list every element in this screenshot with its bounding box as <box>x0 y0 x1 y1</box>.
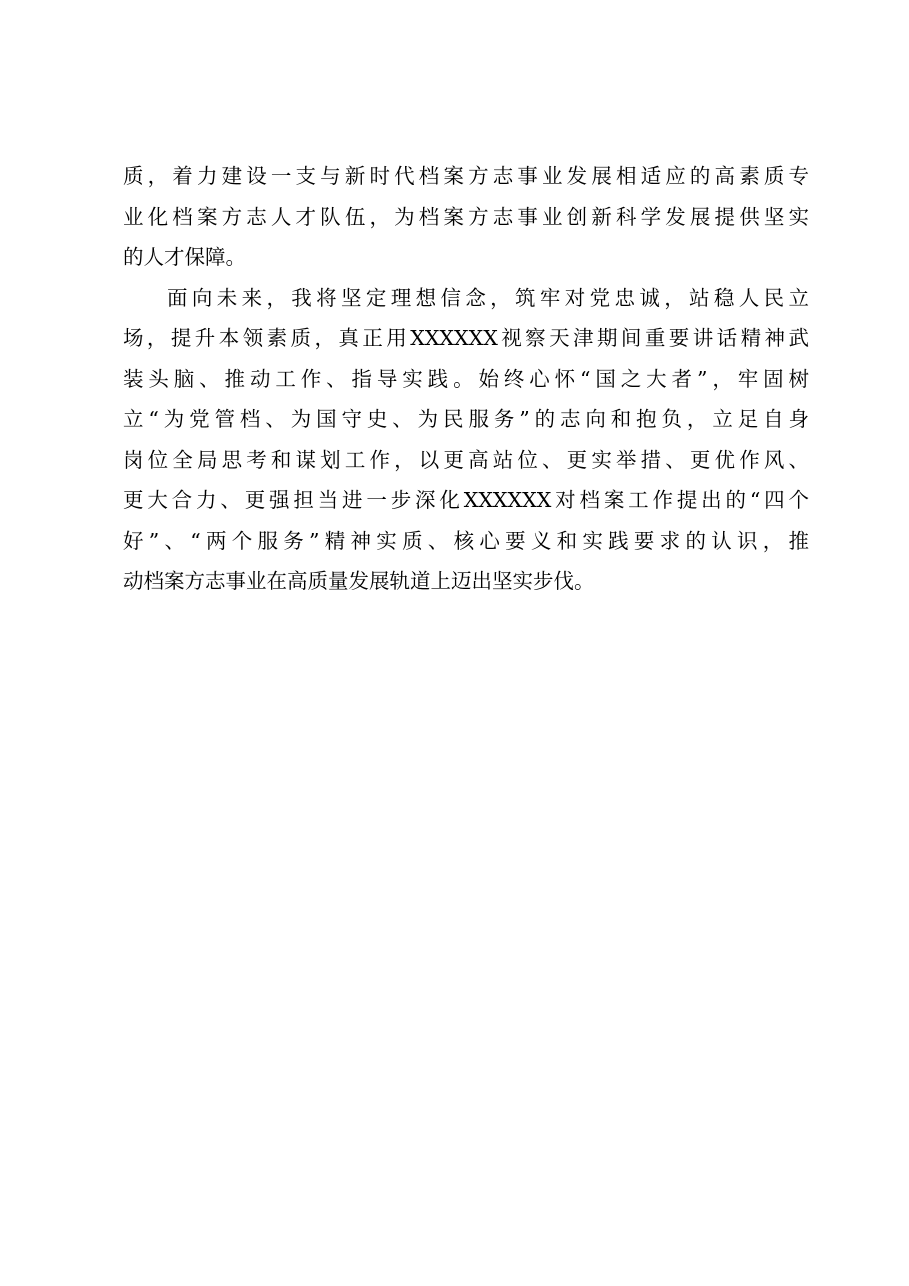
paragraph-line: 好”、“两个服务”精神实质、核心要义和实践要求的认识，推 <box>123 528 809 553</box>
paragraph-line: 更大合力、更强担当进一步深化XXXXXX对档案工作提出的“四个 <box>123 488 809 512</box>
document-body <box>123 156 809 602</box>
paragraph-2 <box>123 278 809 602</box>
paragraph-line: 装头脑、推动工作、指导实践。始终心怀“国之大者”，牢固树 <box>123 366 809 391</box>
paragraph-line: 动档案方志事业在高质量发展轨道上迈出坚实步伐。 <box>123 569 595 593</box>
paragraph-line: 场，提升本领素质，真正用XXXXXX视察天津期间重要讲话精神武 <box>123 326 809 350</box>
paragraph-1 <box>123 156 809 278</box>
paragraph-line: 业化档案方志人才队伍，为档案方志事业创新科学发展提供坚实 <box>123 204 809 229</box>
paragraph-line: 立“为党管档、为国守史、为民服务”的志向和抱负，立足自身 <box>123 407 809 431</box>
paragraph-line: 岗位全局思考和谋划工作，以更高站位、更实举措、更优作风、 <box>123 447 809 472</box>
paragraph-line: 质，着力建设一支与新时代档案方志事业发展相适应的高素质专 <box>123 164 809 188</box>
paragraph-line: 的人才保障。 <box>123 245 246 269</box>
paragraph-line: 面向未来，我将坚定理想信念，筑牢对党忠诚，站稳人民立 <box>167 285 809 310</box>
